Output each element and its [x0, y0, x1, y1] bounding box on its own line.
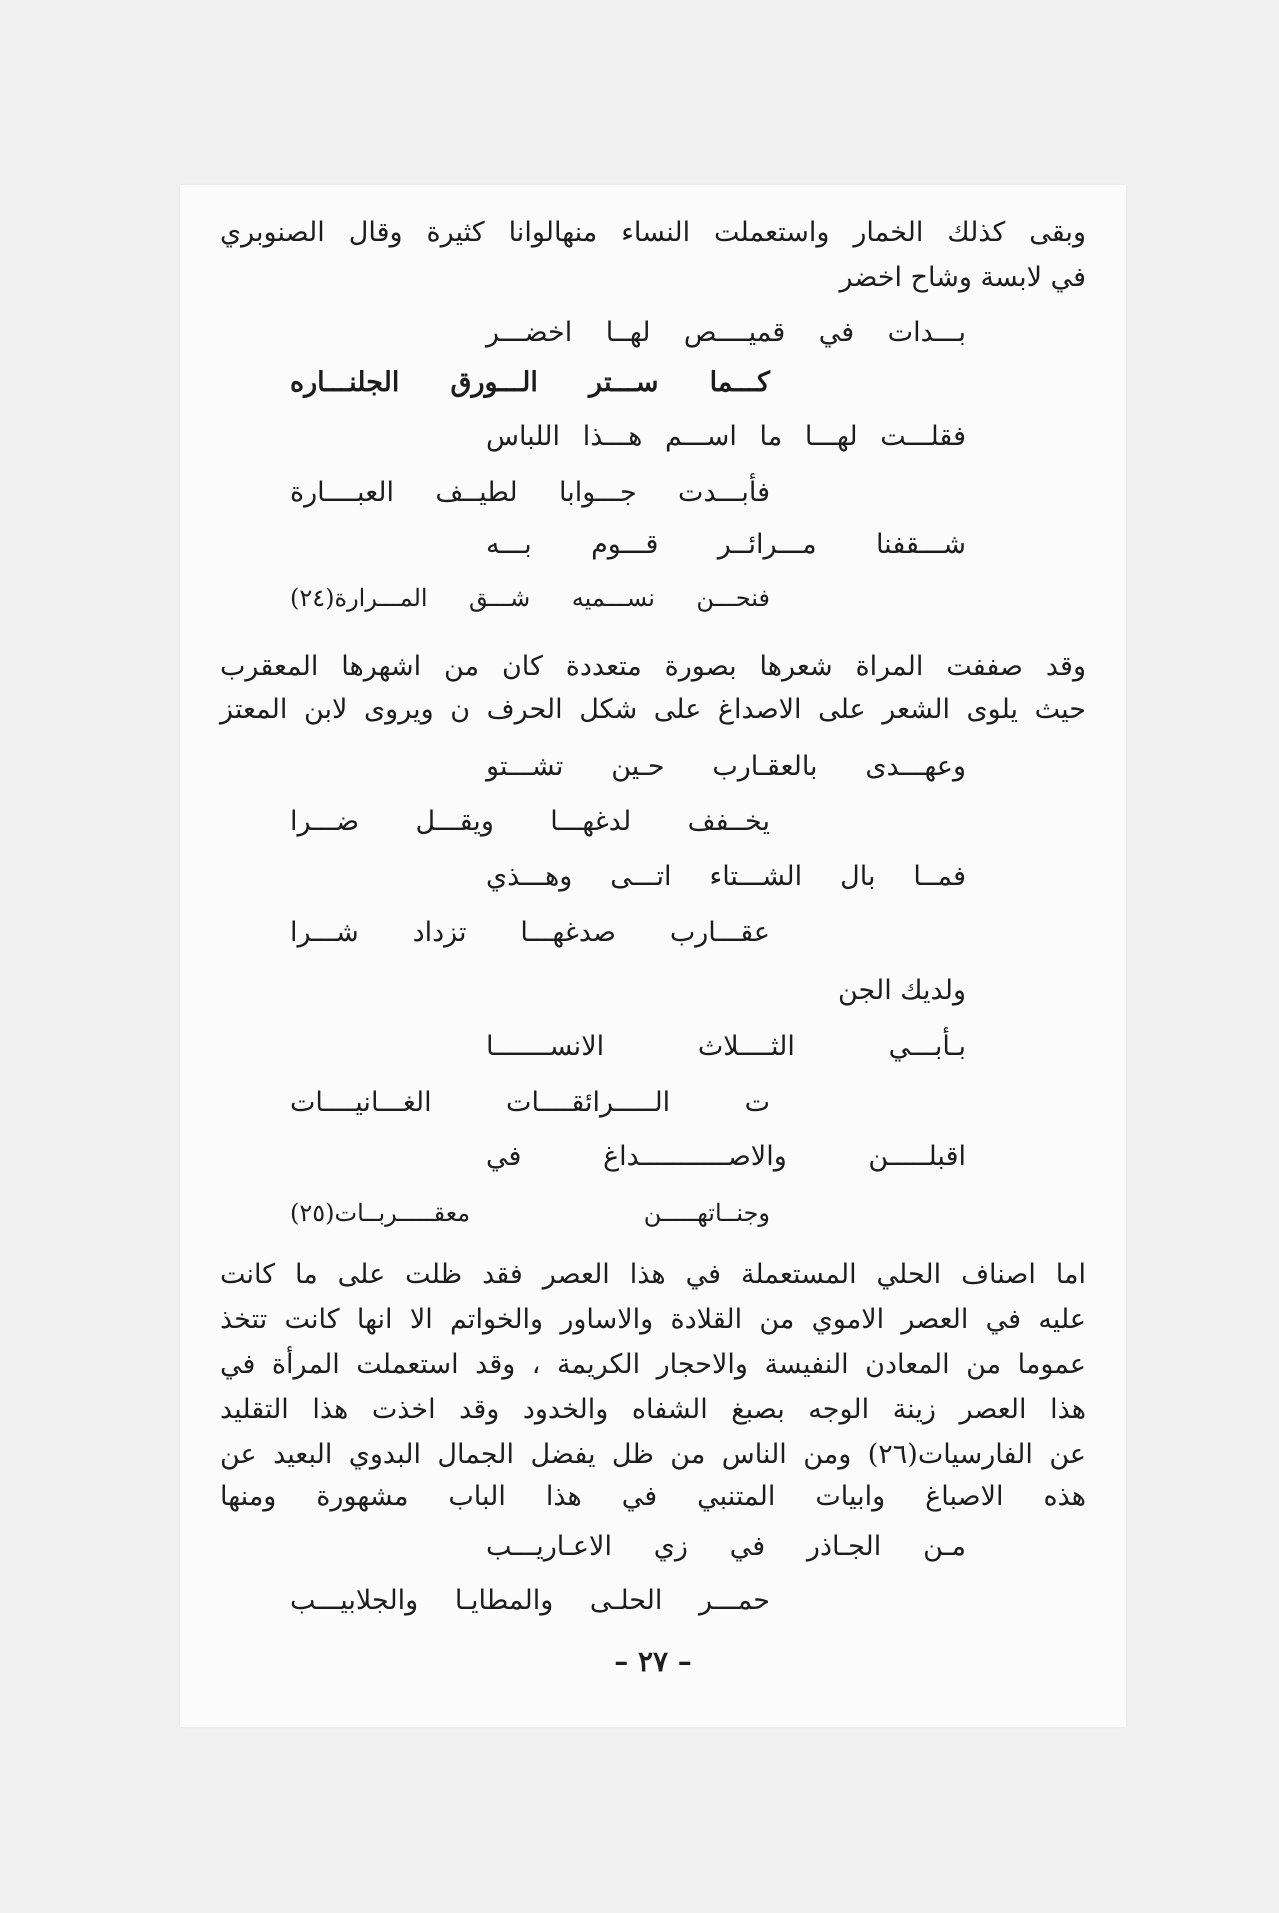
verse-first-hemistich: اقبلـــــن والاصـــــــــــداغ في [486, 1141, 966, 1172]
prose-line: في لابسة وشاح اخضر [839, 262, 1086, 293]
verse-first-hemistich: فقلـــت لهـــا ما اســـم هـــذا اللباس [486, 421, 966, 452]
verse-second-hemistich: عقـــارب صدغهـــا تزداد شـــرا [290, 917, 770, 948]
prose-line: عن الفارسيات(٢٦) ومن الناس من ظل يفضل الجمال البدوي البعيد عن [220, 1439, 1086, 1470]
verse-first-hemistich: فمــا بال الشـــتاء اتـــى وهـــذي [486, 861, 966, 892]
verse-second-hemistich: فنحـــن نســـميه شـــق المـــرارة(٢٤) [290, 584, 770, 612]
verse-second-hemistich: كـــما ســـتر الـــورق الجلنـــاره [290, 367, 770, 398]
verse-first-hemistich: شـــقفنا مـــرائــر قـــوم بـــه [486, 529, 966, 560]
prose-line: هذه الاصباغ وابيات المتنبي في هذا الباب مشهورة ومنها [220, 1481, 1086, 1512]
book-page [180, 185, 1126, 1727]
prose-line: عموما من المعادن النفيسة والاحجار الكريمة ، وقد استعملت المرأة في [220, 1349, 1086, 1380]
verse-second-hemistich: ت الـــــرائقــــات الغـــانيــــات [290, 1087, 770, 1118]
prose-line: ولديك الجن [838, 975, 966, 1006]
verse-first-hemistich: مـن الجـاذر في زي الاعـاريـــب [486, 1531, 966, 1562]
verse-second-hemistich: يخــفف لدغهـــا ويقـــل ضـــرا [290, 806, 770, 837]
verse-first-hemistich: وعهـــدى بالعقـارب حـين تشـــتو [486, 751, 966, 782]
verse-first-hemistich: بـــدات في قميــــص لهــا اخضـــر [486, 317, 966, 348]
prose-line: اما اصناف الحلي المستعملة في هذا العصر فقد ظلت على ما كانت [220, 1259, 1086, 1290]
verse-second-hemistich: حمـــر الحلـى والمطايـا والجلابيـــب [290, 1585, 770, 1616]
verse-second-hemistich: فأبـــدت جـــوابا لطيــف العبــــارة [290, 477, 770, 508]
page-number: – ٢٧ – [614, 1645, 692, 1678]
prose-line: حيث يلوى الشعر على الاصداغ على شكل الحرف ن ويروى لابن المعتز [220, 694, 1086, 725]
prose-line: هذا العصر زينة الوجه بصبغ الشفاه والخدود وقد اخذت هذا التقليد [220, 1394, 1086, 1425]
prose-line: عليه في العصر الاموي من القلادة والاساور والخواتم الا انها كانت تتخذ [220, 1304, 1086, 1335]
prose-line: وقد صففت المراة شعرها بصورة متعددة كان من اشهرها المعقرب [220, 651, 1086, 682]
verse-first-hemistich: بـأبـــي الثــــلاث الانســـــــا [486, 1031, 966, 1062]
prose-line: وبقى كذلك الخمار واستعملت النساء منهالوانا كثيرة وقال الصنوبري [220, 217, 1086, 248]
verse-second-hemistich: وجنــاتهـــــن معقـــــربــات(٢٥) [290, 1199, 770, 1227]
